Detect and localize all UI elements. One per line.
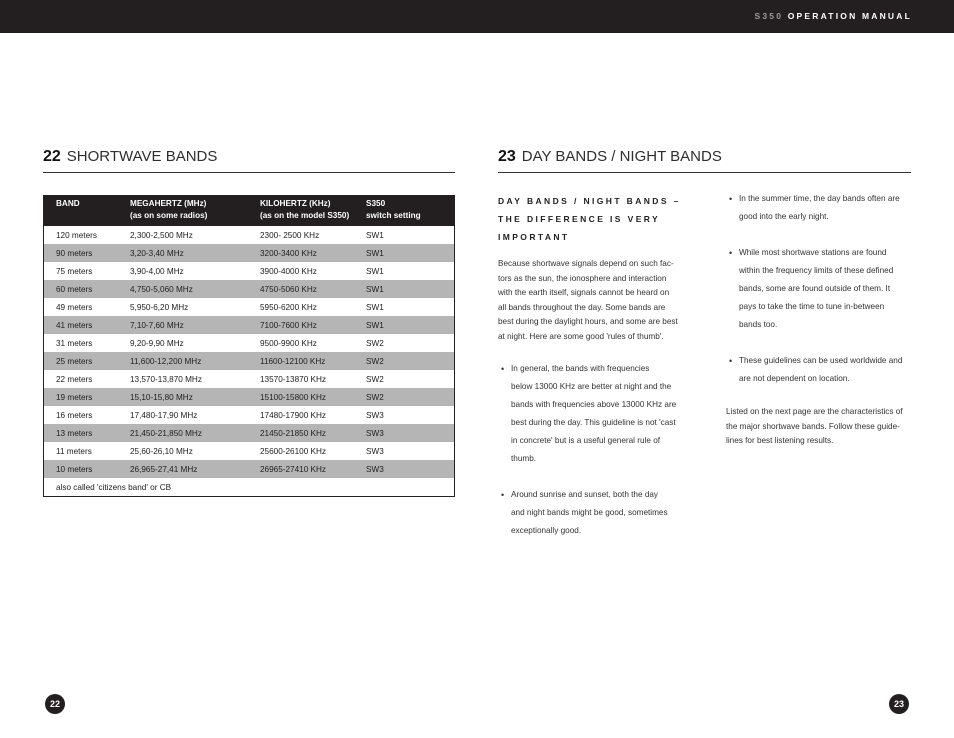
- intro-paragraph: Because shortwave signals depend on such fac- tors as the sun, the ionosphere and interaction with the earth itself, signals cannot be heard on all bands throughout the day. Some bands are best during the daylight hours, and some are best at night. Here are some good 'rules of thumb'.: [498, 259, 678, 341]
- table-note-row: [44, 478, 455, 497]
- table-row: 75 meters 3,90-4,00 MHz 3900-4000 KHz SW1: [56, 266, 384, 276]
- table-row: 10 meters 26,965-27,41 MHz 26965-27410 KHz SW3: [44, 460, 455, 478]
- subheading: DAY BANDS / NIGHT BANDS – THE DIFFERENCE IS VERY IMPORTANT: [498, 196, 681, 242]
- header-band: BAND: [44, 196, 131, 227]
- table-row: 31 meters 9,20-9,90 MHz 9500-9900 KHz SW2: [56, 338, 384, 348]
- section-22-rule: [43, 172, 455, 173]
- table-row: 60 meters 4,750-5,060 MHz 4750-5060 KHz SW1: [44, 280, 455, 298]
- bullet-dot-icon: •: [501, 364, 505, 374]
- table-row: 13 meters 21,450-21,850 MHz 21450-21850 KHz SW3: [44, 424, 455, 442]
- section-23-rule: [498, 172, 911, 173]
- table-header-row: [44, 196, 455, 227]
- bullet-outside-bands: • While most shortwave stations are found within the frequency limits of these defined bands, some are found outside of them. It pays to take the time to tune in-between bands too.: [739, 244, 929, 334]
- header-model: S350: [754, 11, 784, 21]
- section-22-title: [43, 148, 217, 166]
- page-number-22: 22: [45, 694, 65, 714]
- table-row: 120 meters 2,300-2,500 MHz 2300- 2500 KHz SW1: [56, 230, 384, 240]
- table-note: also called 'citizens band' or CB: [56, 482, 172, 492]
- bullet-worldwide: • These guidelines can be used worldwide and are not dependent on location.: [739, 352, 929, 388]
- section-23-title: [498, 148, 722, 166]
- table-row: 49 meters 5,950-6,20 MHz 5950-6200 KHz SW1: [56, 302, 384, 312]
- section-23-number: 23: [498, 148, 516, 165]
- bullet-summer-time: • In the summer time, the day bands often are good into the early night.: [739, 190, 929, 226]
- bullet-dot-icon: •: [729, 248, 733, 258]
- shortwave-bands-table: [43, 195, 455, 497]
- bullet-dot-icon: •: [729, 194, 733, 204]
- header-kilohertz: KILOHERTZ (KHz) (as on the model S350): [260, 196, 366, 227]
- table-row: 25 meters 11,600-12,200 MHz 11600-12100 KHz SW2: [44, 352, 455, 370]
- bullet-sunrise-sunset: • Around sunrise and sunset, both the day and night bands might be good, sometimes exceptionally good.: [511, 486, 701, 540]
- table-row: 11 meters 25,60-26,10 MHz 25600-26100 KHz SW3: [56, 446, 384, 456]
- page-number-23: 23: [889, 694, 909, 714]
- table-row: 22 meters 13,570-13,870 MHz 13570-13870 KHz SW2: [56, 374, 384, 384]
- closing-paragraph: Listed on the next page are the characteristics of the major shortwave bands. Follow these guide- lines for best listening results.: [726, 407, 903, 445]
- header-switch-setting: S350 switch setting: [366, 196, 455, 227]
- table-row: 16 meters 17,480-17,90 MHz 17480-17900 KHz SW3: [56, 410, 384, 420]
- header-bar: [0, 0, 954, 33]
- section-22-number: 22: [43, 148, 61, 165]
- header-title: [754, 11, 912, 21]
- bullet-dot-icon: •: [501, 490, 505, 500]
- table-row: 19 meters 15,10-15,80 MHz 15100-15800 KHz SW2: [44, 388, 455, 406]
- bullet-frequency-rule: • In general, the bands with frequencies below 13000 KHz are better at night and the bands with frequencies above 13000 KHz are best during the day. This guideline is not 'cast in concrete' but is a useful general rule of thumb.: [511, 360, 701, 468]
- section-23-label: DAY BANDS / NIGHT BANDS: [521, 148, 722, 165]
- table-row: 90 meters 3,20-3,40 MHz 3200-3400 KHz SW1: [44, 244, 455, 262]
- header-manual-label: OPERATION MANUAL: [787, 11, 912, 21]
- section-22-label: SHORTWAVE BANDS: [66, 148, 218, 165]
- bullet-dot-icon: •: [729, 356, 733, 366]
- table-row: 41 meters 7,10-7,60 MHz 7100-7600 KHz SW1: [44, 316, 455, 334]
- header-megahertz: MEGAHERTZ (MHz) (as on some radios): [130, 196, 260, 227]
